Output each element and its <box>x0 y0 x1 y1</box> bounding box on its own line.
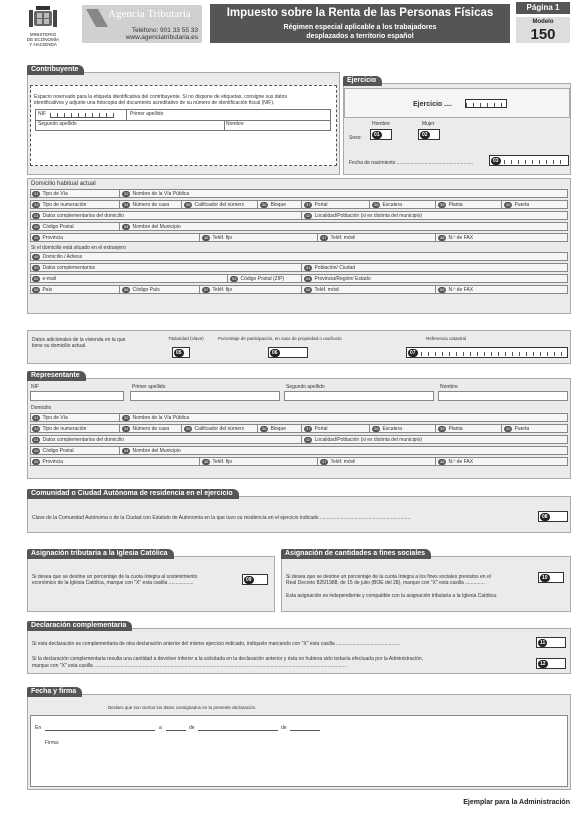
section-iglesia <box>27 550 275 612</box>
porcentaje-label: Porcentaje de participación, en caso de propiedad o usufructo <box>218 336 342 341</box>
address-row: 31 Tipo de Vía 32 Nombre de la Vía Pública <box>30 413 568 422</box>
en-label: En <box>35 725 42 731</box>
label-area[interactable] <box>30 85 337 166</box>
ejercicio-field[interactable] <box>465 99 507 108</box>
fecha-nacimiento-label: Fecha de nacimiento ....................................................... <box>349 160 474 166</box>
form-title-box <box>210 4 510 43</box>
rep-nif-field[interactable] <box>30 391 124 401</box>
nif-field[interactable] <box>50 113 114 118</box>
address-row: 41 Datos complementarios del domicilio 42 Localidad/Población (si es distinta del municipio) <box>30 211 568 220</box>
fines-text: Real Decreto 825/1988, de 15 de julio (BOE del 28), marque con "X" esta casilla .............. <box>286 580 485 586</box>
address-row: 43 Código Postal 44 Nombre del Municipio <box>30 446 568 455</box>
address-row: 31 Tipo de Vía 32 Nombre de la Vía Pública <box>30 189 568 198</box>
primer-apellido-label: Primer apellido <box>130 111 164 117</box>
section-title: Asignación tributaria a la Iglesia Católica <box>27 549 174 559</box>
address-row: 41 Datos complementarios del domicilio 42 Localidad/Población (si es distinta del municipio) <box>30 435 568 444</box>
address-row: 33 Tipo de numeración 34 Número de casa 35 Calificador del número 36 Bloque 37 Portal 38 Escalera 39 Planta 40 Puerta <box>30 200 568 209</box>
de-label: de <box>189 725 195 731</box>
section-complementaria <box>27 622 571 674</box>
complementaria-text: Si la declaración complementaria resulta una cantidad a devolver inferior a la solicitada en la declaración anterior y ésta no hubiera sido todavía efectuada por la Administración, <box>32 656 424 662</box>
page-label: Página 1 <box>516 2 570 14</box>
nombre-label: Nombre <box>226 121 244 127</box>
a-label: a <box>159 725 162 731</box>
referencia-catastral-field[interactable]: 07 <box>406 347 568 358</box>
address-row: 52 e-mail 53 Código Postal (ZIP) 54 Provincia/Región/ Estado <box>30 274 568 283</box>
section-title: Domicilio habitual actual <box>31 181 96 187</box>
form-title: Impuesto sobre la Renta de las Personas Físicas <box>226 7 494 19</box>
section-title: Contribuyente <box>27 65 84 75</box>
rep-primer-apellido-field[interactable] <box>130 391 280 401</box>
section-datos-adicionales <box>27 330 571 364</box>
adicionales-text: tiene su domicilio actual. <box>32 343 87 349</box>
address-row: 45 Provincia 46 Teléf. fijo 47 Teléf. móvil 48 N.º de FAX <box>30 457 568 466</box>
modelo-box <box>516 17 570 43</box>
address-row: 33 Tipo de numeración 34 Número de casa 35 Calificador del número 36 Bloque 37 Portal 38 Escalera 39 Planta 40 Puerta <box>30 424 568 433</box>
section-title: Fecha y firma <box>27 687 82 697</box>
modelo-label: Modelo <box>532 19 554 25</box>
nif-label: NIF <box>31 384 40 390</box>
sexo-label: Sexo: <box>349 135 362 141</box>
signature-area <box>30 715 568 787</box>
complementaria-text: marque con "X" esta casilla ...................................................................................................................................................................................... <box>32 663 348 669</box>
mes-field[interactable] <box>198 730 278 731</box>
hombre-checkbox[interactable]: 01 <box>370 129 392 140</box>
section-title: Declaración complementaria <box>27 621 132 631</box>
address-row: 45 Provincia 46 Teléf. fijo 47 Teléf. móvil 48 N.º de FAX <box>30 233 568 242</box>
ministry-logo <box>28 4 58 30</box>
complementaria-text: Si esta declaración es complementaria de otra declaración anterior del mismo ejercicio indicado, indíquelo marcando con "X" esta casilla .............................................. <box>32 641 400 647</box>
section-fecha-firma <box>27 688 571 790</box>
label-note: identificativos y adjunte una fotocopia del documento acreditativo de su número de identificación fiscal (NIF). <box>34 100 275 106</box>
section-ejercicio <box>343 77 571 175</box>
referencia-label: Referencia catastral <box>426 336 467 341</box>
fines-text: Si desea que se destine un porcentaje de la cuota íntegra a los fines sociales previstos en el <box>286 574 491 580</box>
rep-segundo-apellido-field[interactable] <box>284 391 434 401</box>
section-comunidad <box>27 490 571 533</box>
section-fines-sociales <box>281 550 571 612</box>
section-representante <box>27 372 571 479</box>
anio-field[interactable] <box>290 730 320 731</box>
agency-logo-icon <box>86 9 108 27</box>
ejercicio-label: Ejercicio .... <box>413 101 452 108</box>
section-title: Asignación de cantidades a fines sociales <box>281 549 431 559</box>
iglesia-text: económico de la Iglesia Católica, marque con "X" esta casilla .................. <box>32 580 194 586</box>
complementaria-checkbox[interactable]: 11 <box>536 637 566 648</box>
footer-label: Ejemplar para la Administración <box>463 799 570 806</box>
segundo-apellido-label: Segundo apellido <box>286 384 325 390</box>
nombre-label: Nombre <box>440 384 458 390</box>
form-subtitle: Régimen especial aplicable a los trabajadores <box>283 24 437 31</box>
rep-nombre-field[interactable] <box>438 391 568 401</box>
section-contribuyente <box>27 66 340 175</box>
titularidad-field[interactable]: 05 <box>172 347 190 358</box>
iglesia-checkbox[interactable]: 09 <box>242 574 268 585</box>
form-subtitle: desplazados a territorio español <box>306 33 414 40</box>
adicionales-text: Datos adicionales de la vivienda en la que <box>32 337 126 343</box>
devolucion-checkbox[interactable]: 12 <box>536 658 566 669</box>
address-row: 50 Datos complementarios 51 Población/ Ciudad <box>30 263 568 272</box>
section-domicilio <box>27 178 571 314</box>
ministry-line: Y HACIENDA <box>29 42 57 47</box>
address-row: 55 País 56 Código País 57 Teléf. fijo 58 Teléf. móvil 59 N.º de FAX <box>30 285 568 294</box>
comunidad-text: Clave de la Comunidad Autónoma o de la Ciudad con Estatuto de Autonomía en la que tuvo su residencia en el ejercicio indicado ................................................................. <box>32 515 411 521</box>
agency-web: www.agenciatributaria.es <box>125 34 198 41</box>
modelo-number: 150 <box>530 26 556 43</box>
domicilio-label: Domicilio <box>31 405 52 411</box>
fines-text: Esta asignación es independiente y compatible con la asignación tributaria a la Iglesia Católica. <box>286 593 498 599</box>
nif-label: NIF <box>38 111 47 117</box>
agency-name: Agencia Tributaria <box>108 8 191 20</box>
porcentaje-field[interactable]: 06 <box>268 347 308 358</box>
ministry-line: MINISTERIO <box>29 32 57 37</box>
iglesia-text: Si desea que se destine un porcentaje de la cuota íntegra al sostenimiento <box>32 574 198 580</box>
mujer-checkbox[interactable]: 02 <box>418 129 440 140</box>
titularidad-label: Titularidad (clave) <box>168 336 204 341</box>
declaracion-text: Declaro que son ciertos los datos consignados en la presente declaración. <box>108 705 257 710</box>
label-note: Espacio reservado para la etiqueta identificativa del contribuyente. Si no dispone de etiquetas, consigne sus datos <box>34 94 287 100</box>
section-title: Representante <box>27 371 86 381</box>
address-row: 43 Código Postal 44 Nombre del Municipio <box>30 222 568 231</box>
dia-field[interactable] <box>166 730 186 731</box>
section-title: Comunidad o Ciudad Autónoma de residencia en el ejercicio <box>27 489 239 499</box>
firma-label: Firma: <box>45 740 60 746</box>
comunidad-field[interactable]: 08 <box>538 511 568 522</box>
fines-sociales-checkbox[interactable]: 10 <box>538 572 564 583</box>
extranjero-label: Si el domicilio está situado en el extranjero <box>31 245 126 251</box>
ministry-name <box>18 32 68 47</box>
address-row: 49 Domicilio / Adress <box>30 252 568 261</box>
mujer-label: Mujer <box>422 121 435 127</box>
hombre-label: Hombre <box>372 121 390 127</box>
segundo-apellido-label: Segundo apellido <box>38 121 77 127</box>
de-label: de <box>281 725 287 731</box>
coat-of-arms-icon <box>28 4 58 30</box>
lugar-field[interactable] <box>45 730 155 731</box>
agency-phone: Teléfono: 901 33 55 33 <box>131 27 198 34</box>
section-title: Ejercicio <box>343 76 382 86</box>
fecha-nacimiento-field[interactable]: 03 <box>489 155 569 166</box>
agency-logo <box>82 5 202 43</box>
ministry-line: DE ECONOMÍA <box>26 37 59 42</box>
primer-apellido-label: Primer apellido <box>132 384 166 390</box>
